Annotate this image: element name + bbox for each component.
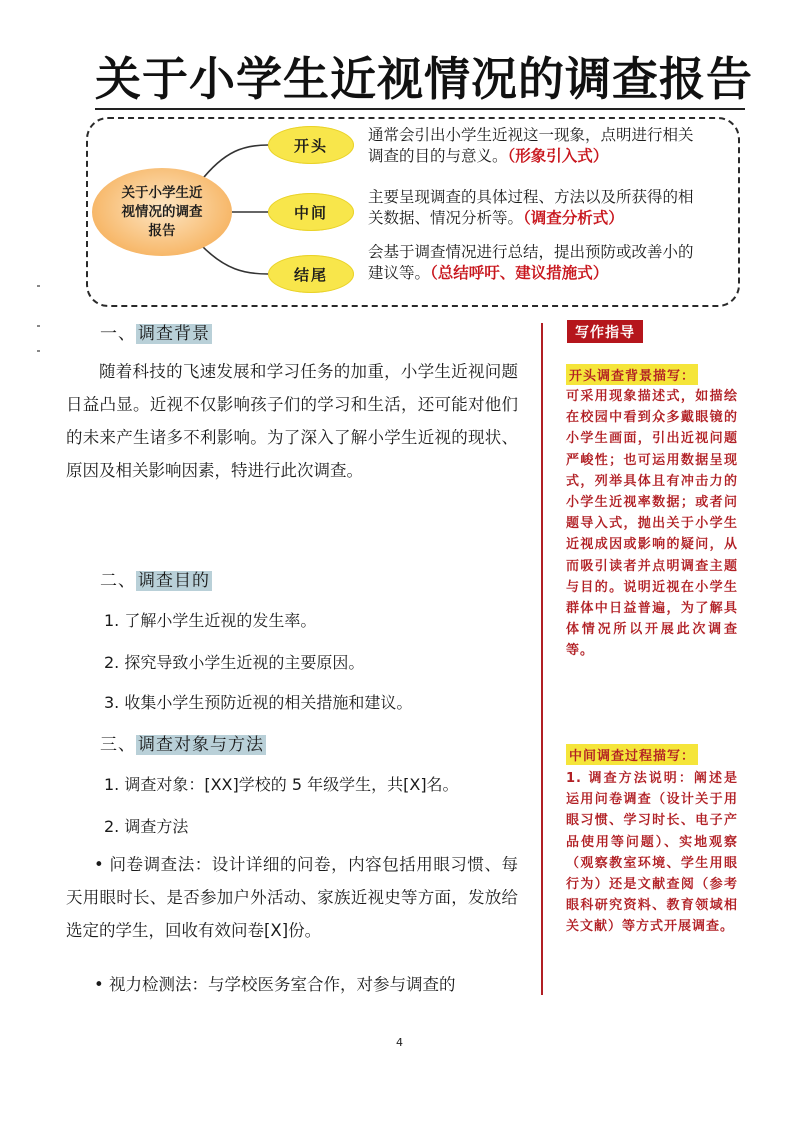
scan-speck [37, 350, 40, 352]
goal-item: 2. 探究导致小学生近视的主要原因。 [104, 653, 365, 672]
branch-desc-text: 主要呈现调查的具体过程、方法以及所获得的相关数据、情况分析等。 [368, 188, 694, 227]
survey-method-heading: 2. 调查方法 [104, 817, 189, 836]
branch-desc-highlight: （总结呼吁、建议措施式） [430, 264, 609, 282]
scan-speck [37, 285, 40, 287]
goal-item: 3. 收集小学生预防近视的相关措施和建议。 [104, 693, 413, 712]
page-title: 关于小学生近视情况的调查报告 [95, 52, 753, 106]
section-heading-background [100, 319, 212, 344]
topic-hub-label: 关于小学生近视情况的调查报告 [121, 184, 203, 239]
guide-subheading-opening: 开头调查背景描写： [566, 364, 698, 385]
section-heading-method [100, 730, 266, 755]
section-prefix: 一、 [100, 324, 136, 344]
writing-guide-tag: 写作指导 [567, 320, 643, 343]
section-heading-purpose [100, 566, 212, 591]
branch-desc-highlight: （形象引入式） [507, 147, 609, 165]
goal-item: 1. 了解小学生近视的发生率。 [104, 611, 317, 630]
section-title: 调查目的 [138, 571, 210, 591]
column-divider [541, 323, 543, 995]
background-paragraph: 随着科技的飞速发展和学习任务的加重，小学生近视问题日益凸显。近视不仅影响孩子们的学习和生活，还可能对他们的未来产生诸多不利影响。为了深入了解小学生近视的现状、原因及相关影响因素，特进行此次调查。 [66, 362, 518, 480]
branch-pill-ending: 结尾 [268, 255, 354, 293]
method-bullet-vision-test: • 视力检测法：与学校医务室合作，对参与调查的 [94, 975, 456, 994]
guide-text-opening: 可采用现象描述式，如描绘在校园中看到众多戴眼镜的小学生画面，引出近视问题严峻性；也可运用数据呈现式，列举具体且有冲击力的小学生近视率数据；或者问题导入式，抛出关于小学生近视成因或影响的疑问，从而吸引读者并点明调查主题与目的。说明近视在小学生群体中日益普遍，为了解具体情况所以开展此次调查等。 [566, 389, 738, 659]
branch-desc-text: 通常会引出小学生近视这一现象，点明进行相关调查的目的与意义。 [368, 126, 694, 165]
branch-desc-middle [368, 187, 708, 229]
section-title: 调查对象与方法 [138, 735, 264, 755]
section-prefix: 三、 [100, 735, 136, 755]
branch-pill-opening: 开头 [268, 126, 354, 164]
survey-object: 1. 调查对象：[XX]学校的 5 年级学生，共[X]名。 [104, 775, 459, 794]
guide-subheading-middle: 中间调查过程描写： [566, 744, 698, 765]
branch-pill-middle: 中间 [268, 193, 354, 231]
page-number: 4 [396, 1036, 403, 1049]
branch-desc-ending [368, 242, 708, 284]
guide-text-middle: 1. 调查方法说明：阐述是运用问卷调查（设计关于用眼习惯、学习时长、电子产品使用等问题）、实地观察（观察教室环境、学生用眼行为）还是文献查阅（参考眼科研究资料、教育领域相关文献）等方式开展调查。 [566, 771, 738, 935]
section-title: 调查背景 [138, 324, 210, 344]
branch-desc-highlight: （调查分析式） [523, 209, 624, 227]
section-prefix: 二、 [100, 571, 136, 591]
method-bullet-questionnaire: • 问卷调查法：设计详细的问卷，内容包括用眼习惯、每天用眼时长、是否参加户外活动、家族近视史等方面，发放给选定的学生，回收有效问卷[X]份。 [66, 855, 518, 940]
branch-desc-text: 会基于调查情况进行总结，提出预防或改善小的建议等。 [368, 243, 694, 282]
scan-speck [37, 325, 40, 327]
topic-hub [92, 168, 232, 256]
branch-desc-opening [368, 125, 708, 167]
